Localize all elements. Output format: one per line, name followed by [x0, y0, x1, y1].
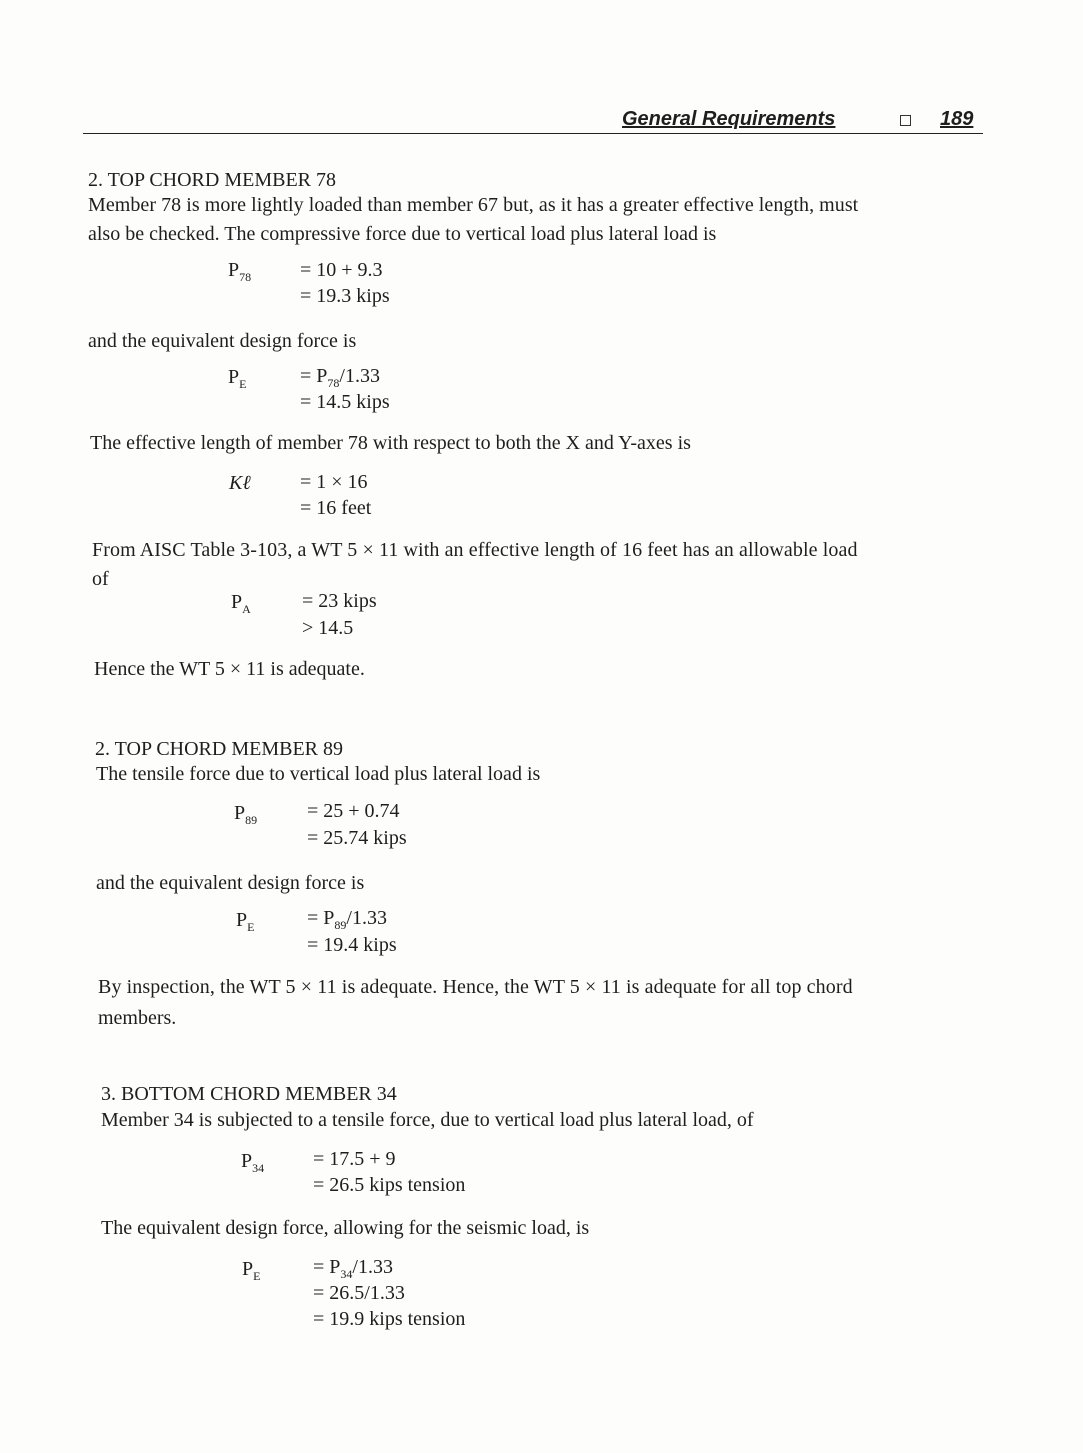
equation-lhs: $P_{78}$ — [228, 259, 252, 284]
equation-line: = 23 kips — [302, 590, 377, 612]
paragraph-line: The effective length of member 78 with respect to both the X and Y-axes is — [90, 432, 691, 454]
paragraph-line: Member 78 is more lightly loaded than member 67 but, as it has a greater effective length, must — [88, 194, 859, 216]
equation-lhs: $P_{34}$ — [241, 1150, 265, 1175]
equation-line: = 26.5/1.33 — [313, 1282, 405, 1304]
equation-line: = 19.3 kips — [300, 285, 390, 307]
equation-lhs: $P_E$ — [236, 909, 255, 934]
header-rule — [83, 133, 983, 134]
equation-lhs: $P_A$ — [231, 591, 251, 616]
section-heading: 2. TOP CHORD MEMBER 78 — [88, 169, 337, 191]
paragraph-line: also be checked. The compressive force due to vertical load plus lateral load is — [88, 223, 717, 245]
paragraph-line: of — [92, 568, 109, 590]
equation-line: = 25 + 0.74 — [307, 800, 400, 822]
equation-line: = 19.9 kips tension — [313, 1308, 466, 1330]
equation-line: = 10 + 9.3 — [300, 259, 383, 281]
equation-line: = 25.74 kips — [307, 827, 407, 849]
paragraph-line: Member 34 is subjected to a tensile force, due to vertical load plus lateral load, of — [101, 1109, 754, 1131]
paragraph-line: The tensile force due to vertical load plus lateral load is — [96, 763, 541, 785]
paragraph-line: The equivalent design force, allowing for the seismic load, is — [101, 1217, 590, 1239]
equation-line: = 19.4 kips — [307, 934, 397, 956]
section-heading: 2. TOP CHORD MEMBER 89 — [95, 738, 344, 760]
header-box-icon — [900, 115, 911, 126]
equation-lhs: $P_E$ — [228, 366, 247, 391]
header-title: General Requirements — [622, 108, 836, 130]
equation-line: = 1 × 16 — [300, 471, 368, 493]
equation-line: = $P_{78}/1.33$ — [300, 365, 380, 390]
paragraph-line: and the equivalent design force is — [96, 872, 365, 894]
equation-line: > 14.5 — [302, 617, 354, 639]
equation-lhs: Kℓ — [229, 472, 251, 494]
equation-line: = 14.5 kips — [300, 391, 390, 413]
equation-line: = 26.5 kips tension — [313, 1174, 466, 1196]
paragraph-line: Hence the WT 5 × 11 is adequate. — [94, 658, 365, 680]
paragraph-line: By inspection, the WT 5 × 11 is adequate. Hence, the WT 5 × 11 is adequate for all top chord — [98, 976, 853, 998]
equation-lhs: $P_E$ — [242, 1258, 261, 1283]
equation-line: = 16 feet — [300, 497, 372, 519]
section-heading: 3. BOTTOM CHORD MEMBER 34 — [101, 1083, 397, 1105]
equation-lhs: $P_{89}$ — [234, 802, 258, 827]
running-header — [600, 106, 986, 134]
equation-line: = $P_{34}/1.33$ — [313, 1256, 393, 1281]
equation-line: = $P_{89}/1.33$ — [307, 907, 387, 932]
equation-line: = 17.5 + 9 — [313, 1148, 396, 1170]
paragraph-line: members. — [98, 1007, 177, 1029]
page-number: 189 — [940, 108, 974, 130]
paragraph-line: From AISC Table 3-103, a WT 5 × 11 with an effective length of 16 feet has an allowable load — [92, 539, 858, 561]
paragraph-line: and the equivalent design force is — [88, 330, 357, 352]
